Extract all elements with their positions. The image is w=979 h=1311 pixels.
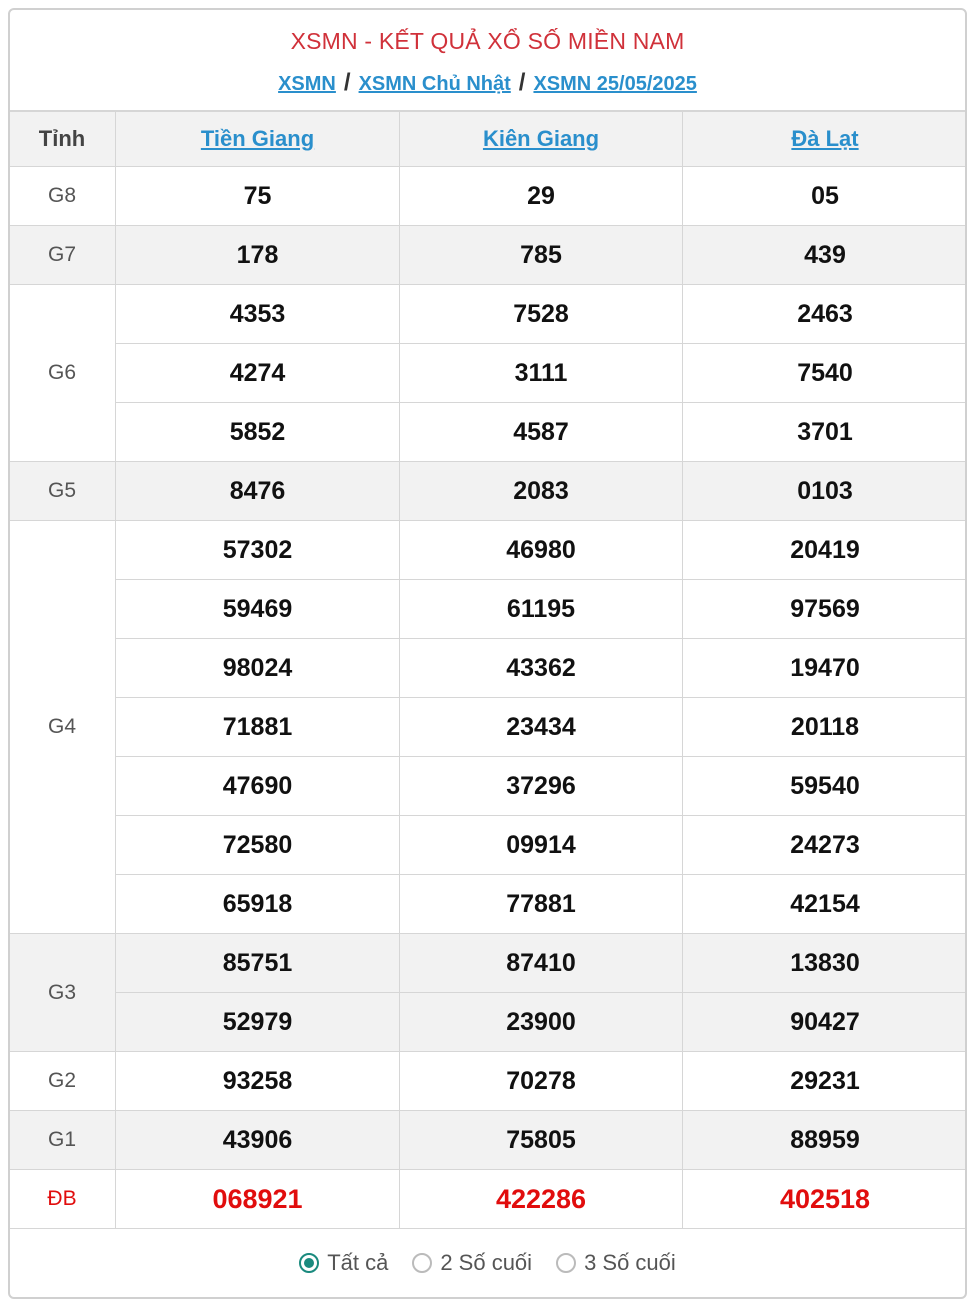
table-header-row: [9, 112, 968, 167]
province-header-da-lat: [683, 112, 968, 167]
table-row: [9, 1111, 968, 1170]
page-title: XSMN - KẾT QUẢ XỔ SỐ MIỀN NAM: [290, 28, 685, 54]
prize-number: 2463: [683, 285, 968, 344]
prize-number: 068921: [116, 1170, 400, 1229]
prize-number: 43362: [400, 639, 683, 698]
prize-number: 422286: [400, 1170, 683, 1229]
breadcrumb-separator: /: [343, 69, 351, 96]
breadcrumb-xsmn-sunday[interactable]: XSMN Chủ Nhật: [358, 73, 511, 95]
prize-number: 70278: [400, 1052, 683, 1111]
prize-number: 71881: [116, 698, 400, 757]
province-header-kien-giang: [400, 112, 683, 167]
prize-number: 87410: [400, 934, 683, 993]
prize-label-g6: G6: [9, 285, 116, 462]
province-link-kien-giang[interactable]: Kiên Giang: [482, 126, 600, 151]
table-row: [9, 816, 968, 875]
province-link-tien-giang[interactable]: Tiền Giang: [200, 126, 315, 151]
prize-number: 29231: [683, 1052, 968, 1111]
prize-number: 90427: [683, 993, 968, 1052]
prize-number: 7540: [683, 344, 968, 403]
prize-number: 97569: [683, 580, 968, 639]
filter-last-2-option[interactable]: [412, 1250, 532, 1276]
prize-number: 47690: [116, 757, 400, 816]
digit-filter: [10, 1229, 965, 1297]
breadcrumb-xsmn[interactable]: XSMN: [278, 73, 336, 95]
prize-number: 23434: [400, 698, 683, 757]
filter-last-3-option[interactable]: [556, 1250, 676, 1276]
prize-number: 59540: [683, 757, 968, 816]
breadcrumb: [10, 69, 965, 97]
province-link-da-lat[interactable]: Đà Lạt: [791, 126, 859, 151]
prize-number: 785: [400, 226, 683, 285]
table-row: [9, 403, 968, 462]
table-row: [9, 757, 968, 816]
prize-number: 65918: [116, 875, 400, 934]
radio-icon[interactable]: [556, 1253, 576, 1273]
table-row: [9, 1052, 968, 1111]
prize-label-g3: G3: [9, 934, 116, 1052]
prize-number: 402518: [683, 1170, 968, 1229]
prize-number: 75805: [400, 1111, 683, 1170]
breadcrumb-separator: /: [518, 69, 526, 96]
prize-label-g4: G4: [9, 521, 116, 934]
prize-number: 85751: [116, 934, 400, 993]
prize-number: 61195: [400, 580, 683, 639]
prize-number: 43906: [116, 1111, 400, 1170]
table-row: [9, 1170, 968, 1229]
province-column-header: Tỉnh: [9, 112, 116, 167]
prize-number: 52979: [116, 993, 400, 1052]
prize-number: 4274: [116, 344, 400, 403]
table-row: [9, 285, 968, 344]
table-row: [9, 226, 968, 285]
prize-number: 8476: [116, 462, 400, 521]
prize-label-db: ĐB: [9, 1170, 116, 1229]
prize-number: 439: [683, 226, 968, 285]
prize-number: 19470: [683, 639, 968, 698]
filter-last-3-label: 3 Số cuối: [584, 1250, 676, 1275]
breadcrumb-xsmn-date[interactable]: XSMN 25/05/2025: [533, 73, 697, 95]
filter-all-label: Tất cả: [327, 1250, 389, 1275]
prize-number: 05: [683, 167, 968, 226]
table-row: [9, 993, 968, 1052]
prize-number: 5852: [116, 403, 400, 462]
prize-number: 20419: [683, 521, 968, 580]
table-row: [9, 639, 968, 698]
prize-number: 29: [400, 167, 683, 226]
radio-icon[interactable]: [412, 1253, 432, 1273]
table-row: [9, 580, 968, 639]
prize-number: 09914: [400, 816, 683, 875]
table-row: [9, 698, 968, 757]
prize-label-g7: G7: [9, 226, 116, 285]
prize-number: 46980: [400, 521, 683, 580]
prize-number: 37296: [400, 757, 683, 816]
results-body: [9, 167, 968, 1229]
filter-last-2-label: 2 Số cuối: [440, 1250, 533, 1275]
prize-number: 7528: [400, 285, 683, 344]
table-row: [9, 934, 968, 993]
prize-number: 88959: [683, 1111, 968, 1170]
prize-number: 3701: [683, 403, 968, 462]
prize-number: 98024: [116, 639, 400, 698]
prize-number: 57302: [116, 521, 400, 580]
prize-number: 59469: [116, 580, 400, 639]
prize-number: 24273: [683, 816, 968, 875]
prize-number: 23900: [400, 993, 683, 1052]
radio-icon[interactable]: [299, 1253, 319, 1273]
table-row: [9, 521, 968, 580]
filter-all-option[interactable]: [299, 1250, 388, 1276]
prize-number: 13830: [683, 934, 968, 993]
prize-number: 77881: [400, 875, 683, 934]
prize-number: 72580: [116, 816, 400, 875]
table-row: [9, 344, 968, 403]
prize-number: 42154: [683, 875, 968, 934]
results-table: [8, 111, 967, 1229]
panel-header: [10, 10, 965, 111]
prize-number: 4587: [400, 403, 683, 462]
table-row: [9, 167, 968, 226]
prize-label-g8: G8: [9, 167, 116, 226]
prize-number: 178: [116, 226, 400, 285]
prize-number: 75: [116, 167, 400, 226]
prize-number: 4353: [116, 285, 400, 344]
prize-label-g5: G5: [9, 462, 116, 521]
prize-number: 3111: [400, 344, 683, 403]
results-panel: [8, 8, 967, 1299]
prize-number: 0103: [683, 462, 968, 521]
prize-label-g2: G2: [9, 1052, 116, 1111]
prize-number: 20118: [683, 698, 968, 757]
province-header-tien-giang: [116, 112, 400, 167]
prize-number: 2083: [400, 462, 683, 521]
table-row: [9, 875, 968, 934]
table-row: [9, 462, 968, 521]
prize-label-g1: G1: [9, 1111, 116, 1170]
prize-number: 93258: [116, 1052, 400, 1111]
